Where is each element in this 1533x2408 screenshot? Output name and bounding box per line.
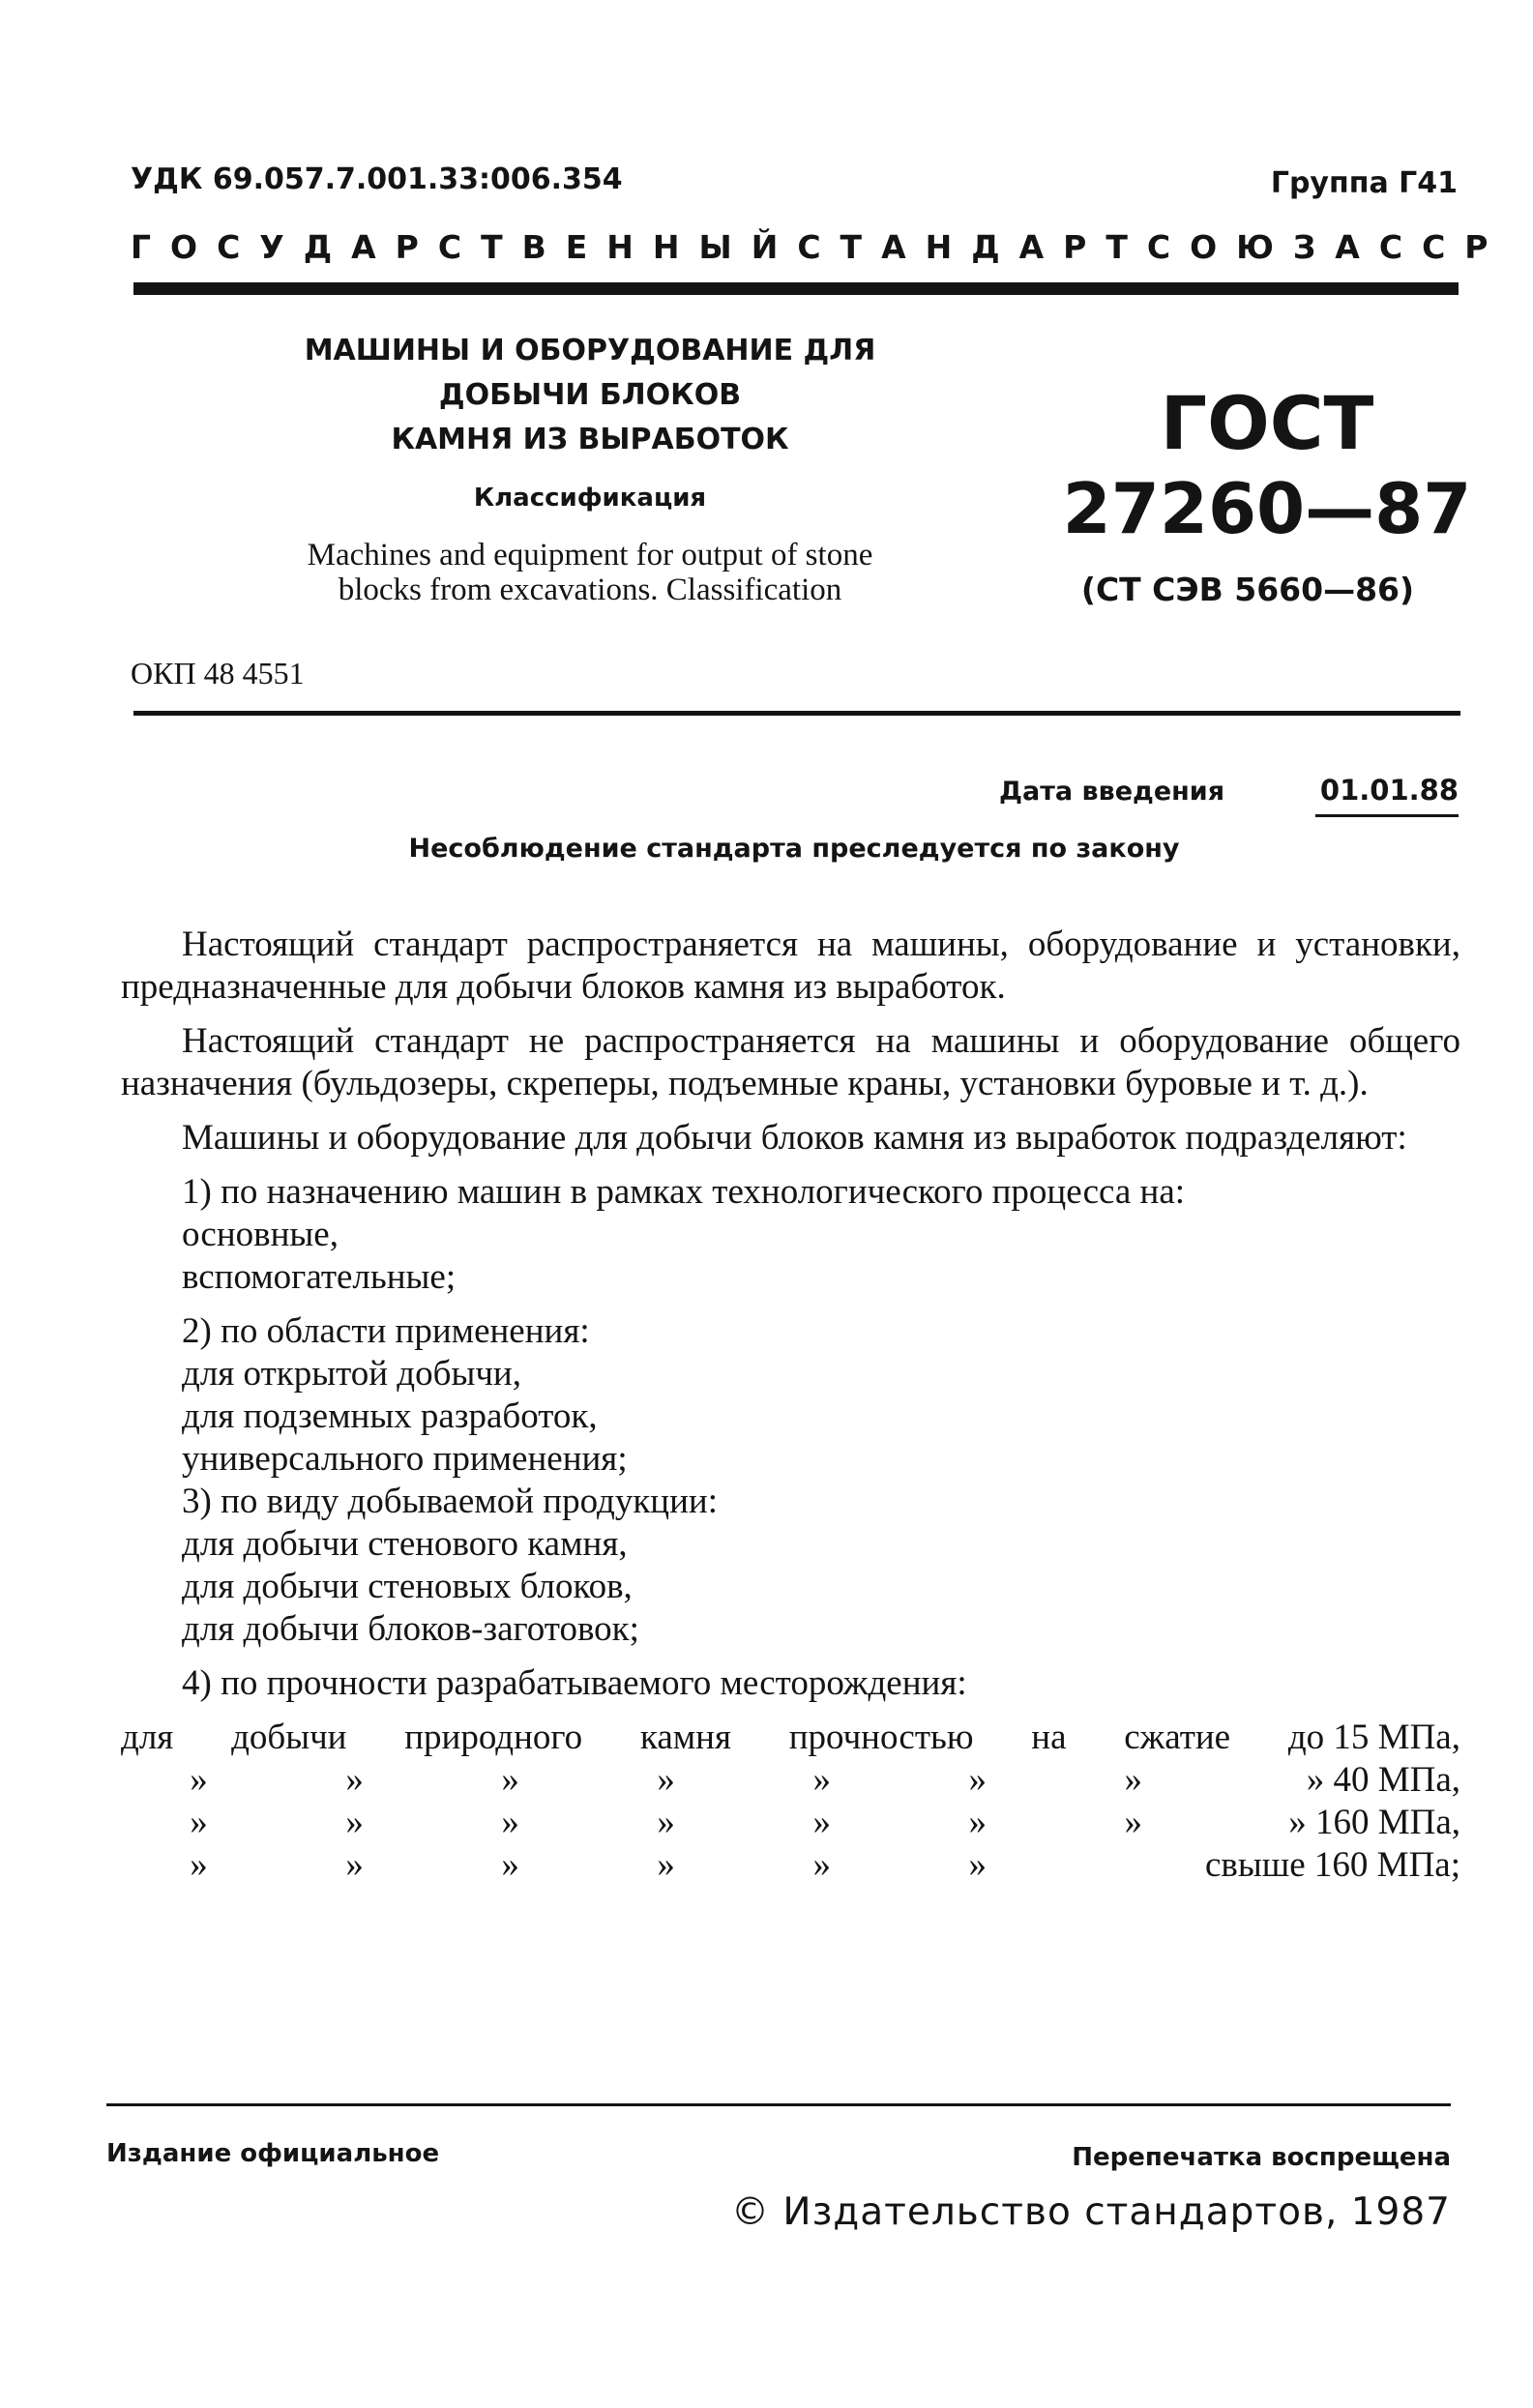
law-notice: Несоблюдение стандарта преследуется по закону: [408, 834, 1180, 864]
english-title-line-1: Machines and equipment for output of stone: [307, 538, 873, 573]
udk-code: УДК 69.057.7.001.33:006.354: [131, 162, 623, 196]
strength-word: на: [1031, 1718, 1067, 1757]
strength-row-4: [121, 1844, 1460, 1887]
list-item-3-sub: для добычи стенового камня,: [182, 1524, 628, 1564]
list-item-1-sub: вспомогательные;: [182, 1257, 457, 1297]
okp-code: ОКП 48 4551: [131, 656, 305, 690]
strength-word: до 15 МПа,: [1287, 1718, 1460, 1757]
ditto-mark: »: [501, 1803, 519, 1842]
standard-body: [121, 924, 1460, 1887]
strength-value: свыше 160 МПа;: [1205, 1845, 1460, 1885]
ditto-mark: »: [1124, 1803, 1143, 1842]
ditto-mark: »: [345, 1803, 364, 1842]
ditto-mark: »: [190, 1845, 208, 1885]
footer-rule: [106, 2103, 1451, 2106]
ditto-mark: »: [657, 1845, 675, 1885]
ditto-mark: »: [968, 1760, 987, 1800]
ditto-mark: »: [657, 1760, 675, 1800]
gost-number: 27260—87: [1062, 468, 1472, 549]
english-title-line-2: blocks from excavations. Classification: [338, 573, 842, 607]
title-line-2: ДОБЫЧИ БЛОКОВ: [438, 378, 742, 412]
ditto-mark: »: [812, 1803, 831, 1842]
strength-word: природного: [404, 1718, 583, 1757]
list-item-4: 4) по прочности разрабатываемого месторождения:: [182, 1663, 967, 1703]
group-code: Группа Г41: [1270, 166, 1458, 200]
strength-word: камня: [639, 1718, 731, 1757]
strength-word: сжатие: [1124, 1718, 1231, 1757]
ditto-mark: »: [968, 1845, 987, 1885]
list-item-1: 1) по назначению машин в рамках технологического процесса на:: [182, 1172, 1186, 1212]
ditto-mark: »: [812, 1845, 831, 1885]
ditto-mark: »: [190, 1803, 208, 1842]
classification-subtitle: Классификация: [473, 484, 707, 513]
st-sev-reference: (СТ СЭВ 5660—86): [1080, 571, 1415, 608]
strength-value: » 160 МПа,: [1288, 1803, 1460, 1842]
strength-word: для: [121, 1718, 174, 1757]
ditto-mark: »: [657, 1803, 675, 1842]
strength-word: добычи: [231, 1718, 347, 1757]
ditto-mark: »: [968, 1803, 987, 1842]
paragraph-subdivision: Машины и оборудование для добычи блоков камня из выработок подразделяют:: [182, 1118, 1407, 1158]
paragraph-scope: Настоящий стандарт распространяется на машины, оборудование и установки, предназначенные для добычи блоков камня из выработок.: [121, 925, 1460, 1007]
paragraph-exclusions: Настоящий стандарт не распространяется на машины и оборудование общего назначения (бульдозеры, скреперы, подъемные краны, установки буровые и т. д.).: [121, 1021, 1460, 1103]
list-item-3: 3) по виду добываемой продукции:: [182, 1482, 718, 1521]
ditto-mark: »: [812, 1760, 831, 1800]
list-item-2-sub: для открытой добычи,: [182, 1354, 521, 1394]
title-line-1: МАШИНЫ И ОБОРУДОВАНИЕ ДЛЯ: [304, 334, 876, 367]
ditto-mark: »: [190, 1760, 208, 1800]
state-standard-heading: [131, 228, 1508, 266]
standard-title: [280, 329, 899, 462]
ditto-mark: »: [501, 1845, 519, 1885]
ditto-mark: »: [345, 1845, 364, 1885]
list-item-1-sub: основные,: [182, 1215, 339, 1254]
strength-row-1: [121, 1717, 1460, 1759]
gost-label: ГОСТ: [1160, 380, 1374, 466]
title-line-3: КАМНЯ ИЗ ВЫРАБОТОК: [391, 423, 789, 456]
copyright-notice: © Издательство стандартов, 1987: [731, 2190, 1451, 2234]
ditto-mark: »: [1124, 1760, 1143, 1800]
strength-word: прочностью: [788, 1718, 974, 1757]
strength-row-2: [121, 1759, 1460, 1802]
state-word-1: ГОСУДАРСТВЕННЫЙ: [131, 228, 798, 266]
strength-row-3: [121, 1802, 1460, 1844]
header-rule: [133, 282, 1459, 295]
list-item-3-sub: для добычи стеновых блоков,: [182, 1567, 633, 1606]
state-word-2: СТАНДАРТ: [797, 228, 1147, 266]
title-rule: [133, 711, 1460, 716]
introduction-date-label: Дата введения: [999, 777, 1225, 807]
official-edition: Издание официальное: [106, 2139, 440, 2168]
list-item-2-sub: универсального применения;: [182, 1439, 628, 1479]
state-word-4: ССР: [1378, 228, 1508, 266]
english-title: [193, 538, 987, 607]
ditto-mark: »: [345, 1760, 364, 1800]
state-word-3: СОЮЗА: [1146, 228, 1379, 266]
ditto-mark: »: [501, 1760, 519, 1800]
list-item-3-sub: для добычи блоков-заготовок;: [182, 1609, 639, 1649]
reprint-prohibited: Перепечатка воспрещена: [1072, 2143, 1451, 2172]
introduction-date-value: 01.01.88: [1315, 774, 1459, 817]
list-item-2: 2) по области применения:: [182, 1311, 590, 1351]
strength-value: » 40 МПа,: [1306, 1760, 1460, 1800]
list-item-2-sub: для подземных разработок,: [182, 1396, 598, 1436]
